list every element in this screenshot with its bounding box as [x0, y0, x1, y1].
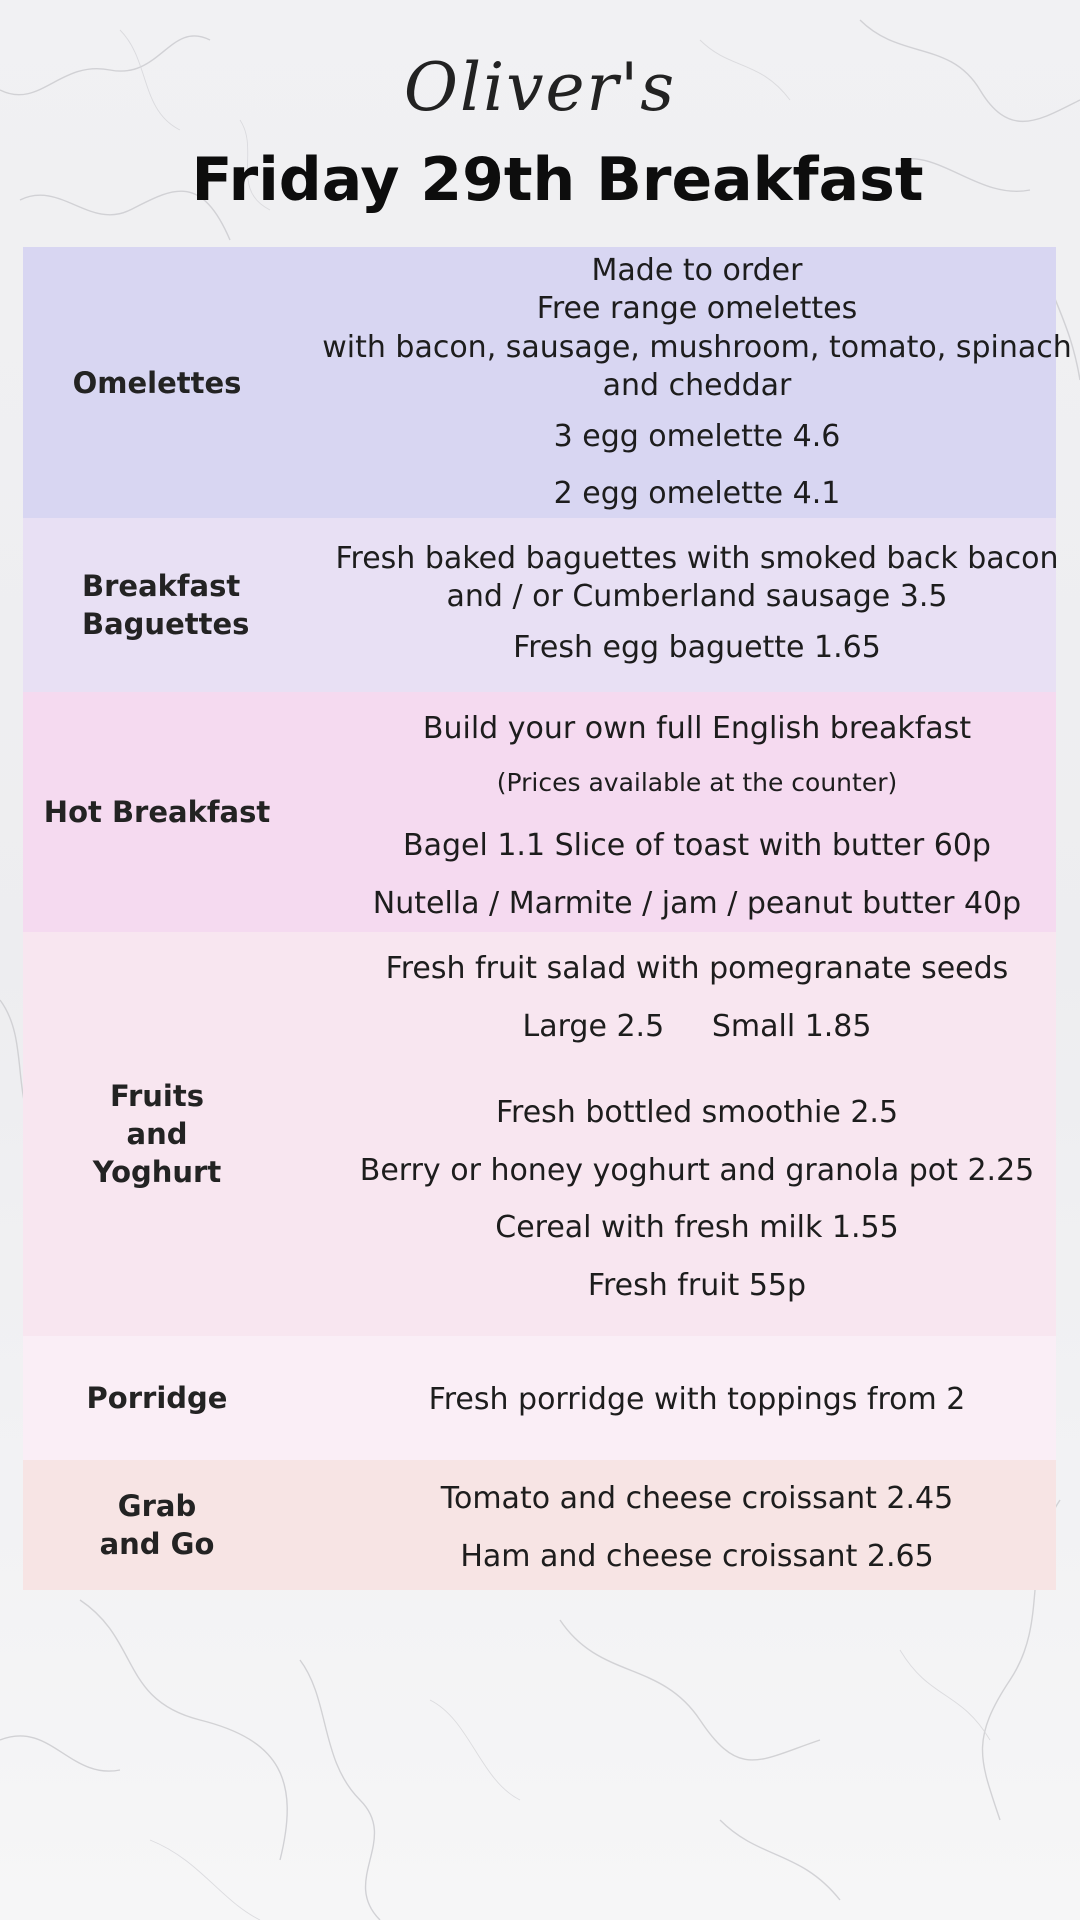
menu-item: Made to order [591, 253, 803, 288]
menu-item: Fresh baked baguettes with smoked back bacon [335, 541, 1059, 576]
category-label: Omelettes [72, 365, 242, 400]
category-label: Porridge [86, 1381, 228, 1415]
section-omelettes [23, 247, 1072, 518]
menu-item: Tomato and cheese croissant 2.45 [440, 1481, 954, 1516]
page-title: Friday 29th Breakfast [191, 145, 924, 215]
menu-item: and / or Cumberland sausage 3.5 [446, 579, 948, 614]
menu-item: Build your own full English breakfast [422, 711, 972, 746]
menu-item: with bacon, sausage, mushroom, tomato, spinach [322, 330, 1072, 365]
menu-item: Cereal with fresh milk 1.55 [495, 1210, 899, 1245]
menu-item: Ham and cheese croissant 2.65 [460, 1539, 934, 1574]
section-grab-and-go [23, 1460, 1056, 1590]
menu-item: Fresh bottled smoothie 2.5 [495, 1095, 899, 1130]
section-fruits-and-yoghurt [23, 932, 1056, 1336]
menu-item: Fresh porridge with toppings from 2 [428, 1382, 966, 1417]
section-porridge [23, 1336, 1056, 1460]
category-label: Grab and Go [99, 1489, 215, 1561]
menu-item: Berry or honey yoghurt and granola pot 2.25 [359, 1153, 1035, 1188]
menu-item: Fresh fruit salad with pomegranate seeds [385, 951, 1009, 986]
brand-name: Oliver's [403, 49, 677, 126]
section-breakfast-baguettes [23, 518, 1059, 692]
menu-item: Large 2.5 Small 1.85 [522, 1009, 872, 1044]
menu-item: Nutella / Marmite / jam / peanut butter 40p [372, 886, 1022, 921]
menu-item: Bagel 1.1 Slice of toast with butter 60p [403, 828, 991, 863]
menu-item: Fresh egg baguette 1.65 [513, 630, 881, 665]
menu-note: (Prices available at the counter) [496, 768, 898, 797]
menu-item: and cheddar [602, 368, 792, 403]
category-label: Fruits and Yoghurt [92, 1079, 222, 1189]
section-hot-breakfast [23, 692, 1056, 932]
menu-item: Free range omelettes [536, 291, 858, 326]
menu-item: Fresh fruit 55p [587, 1268, 807, 1303]
category-label: Hot Breakfast [43, 795, 271, 829]
category-label: Breakfast Baguettes [82, 569, 250, 641]
menu-item: 3 egg omelette 4.6 [553, 419, 841, 454]
menu-item: 2 egg omelette 4.1 [553, 476, 841, 511]
